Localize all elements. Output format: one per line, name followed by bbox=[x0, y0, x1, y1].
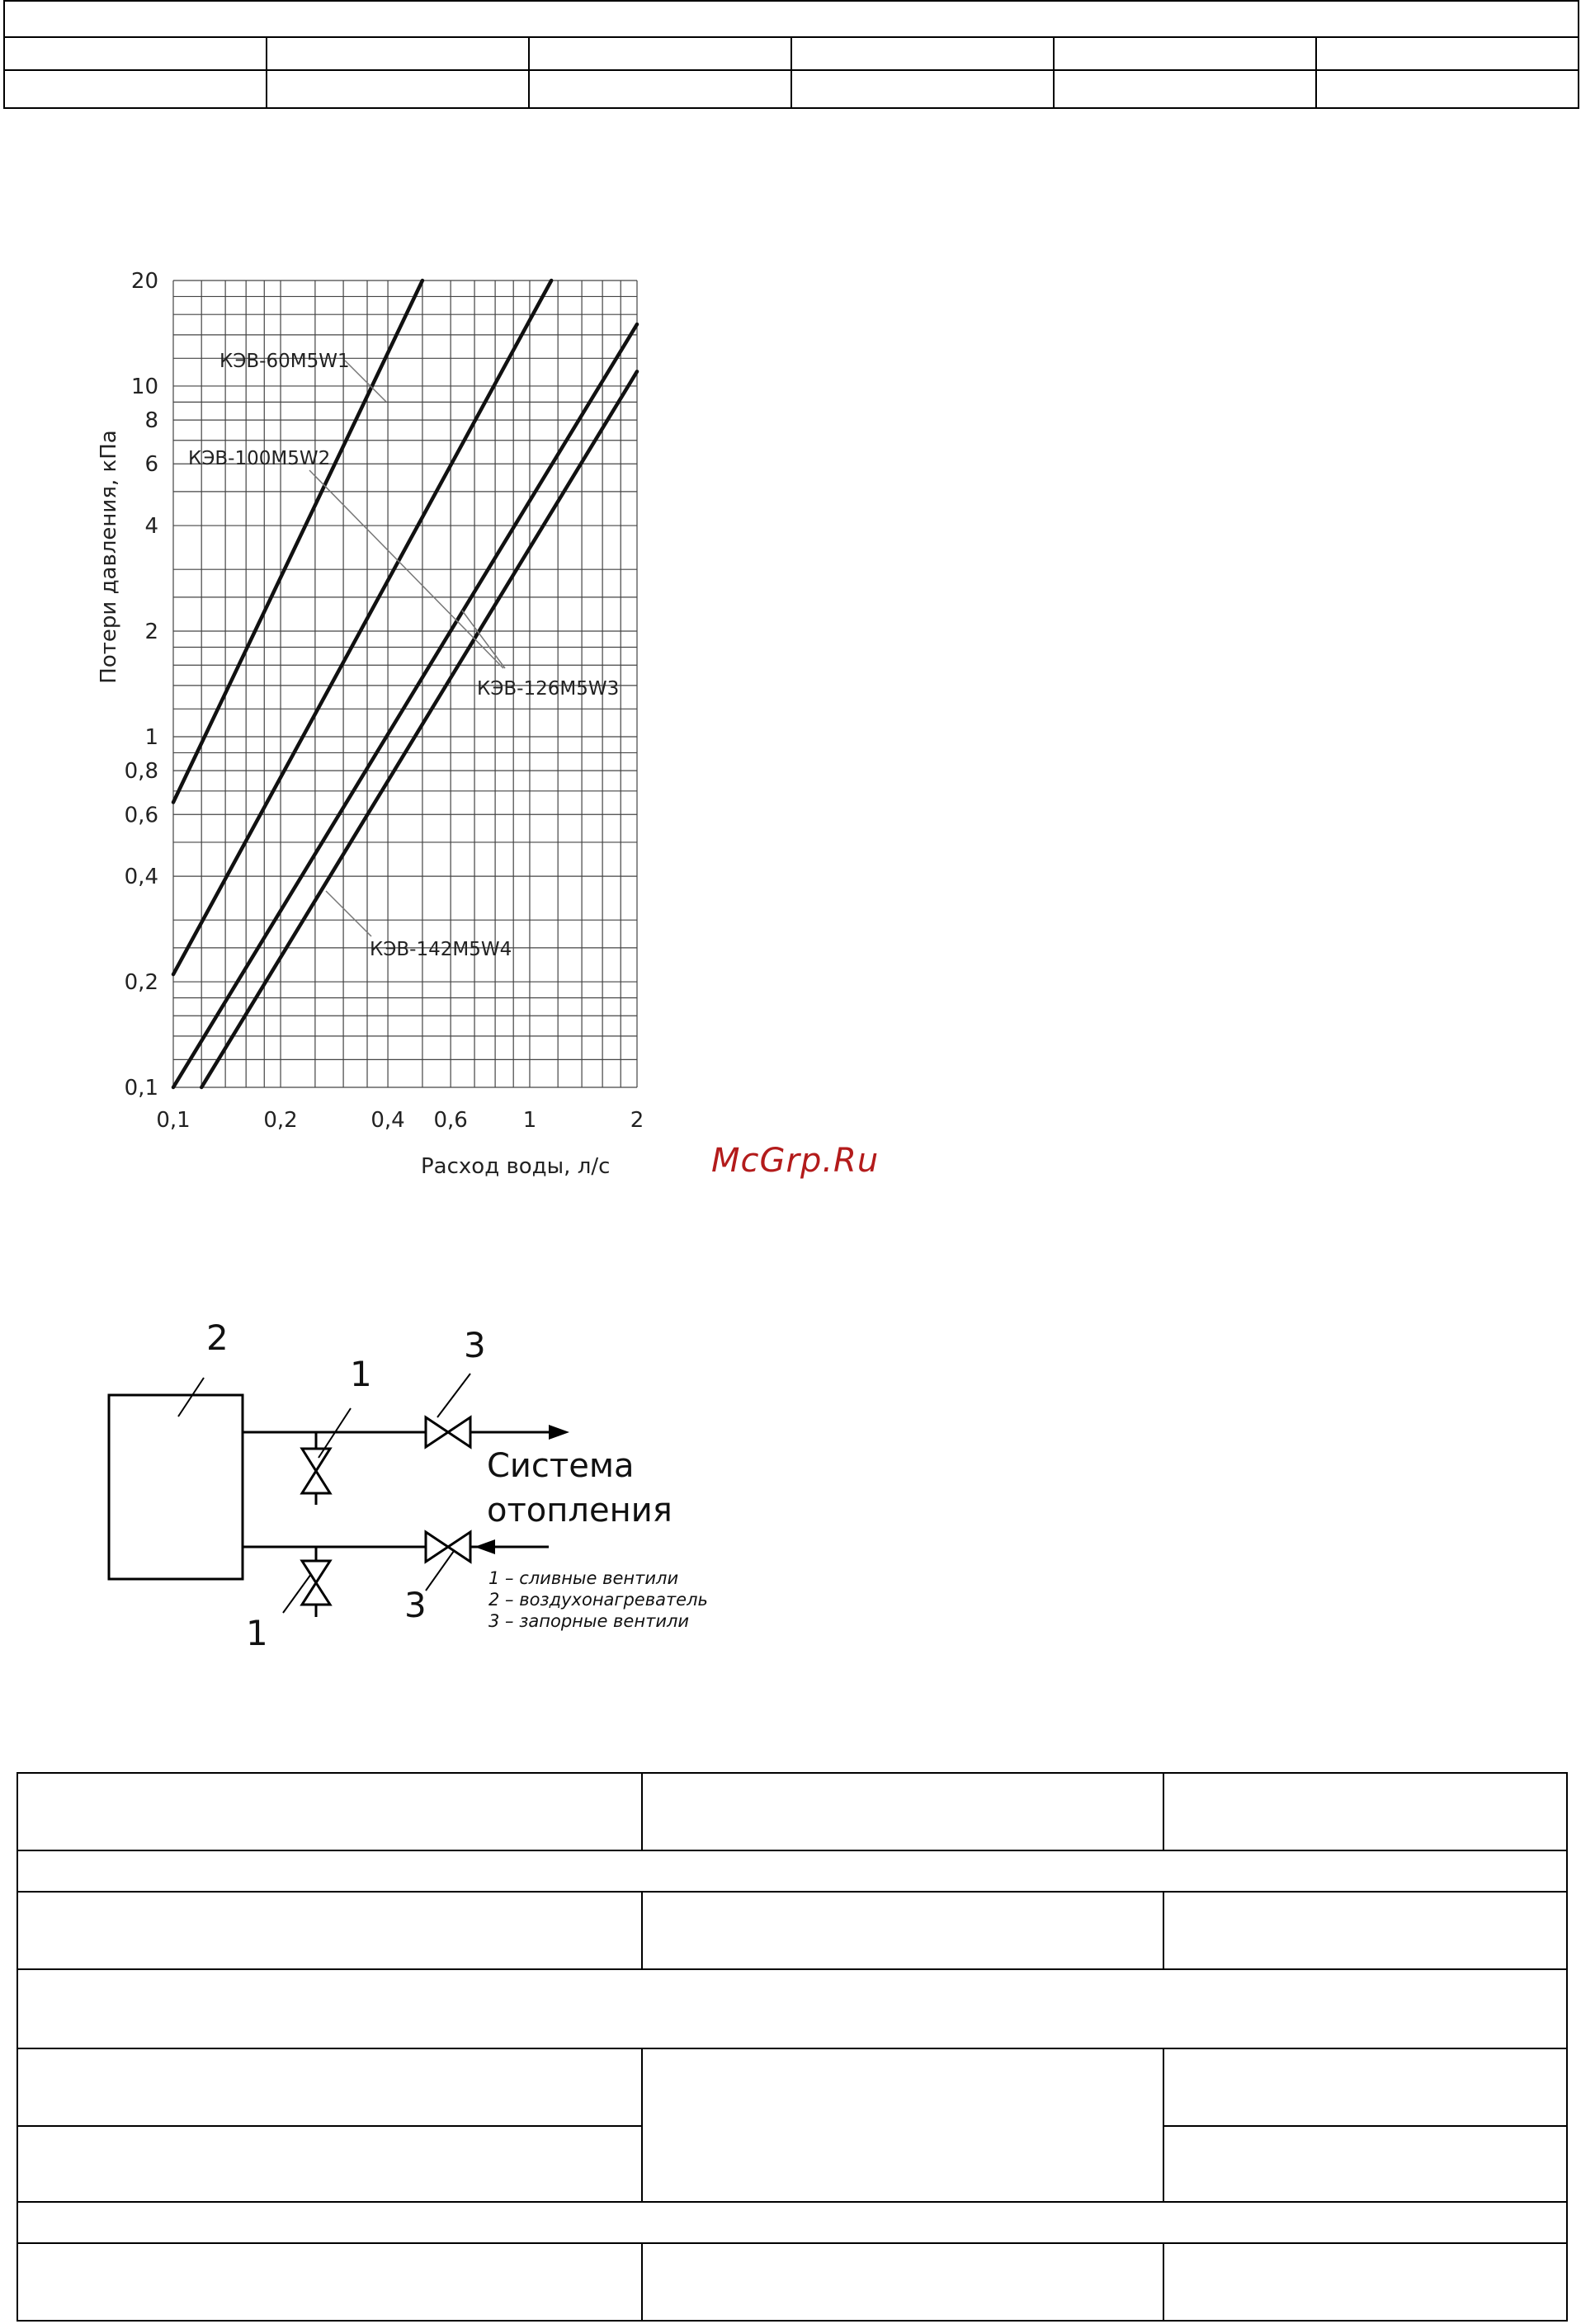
y-tick-label: 0,6 bbox=[124, 803, 158, 828]
bottom-table-section-row bbox=[17, 1969, 1567, 2048]
leader-line bbox=[462, 610, 505, 668]
label-number-1-bottom: 1 bbox=[246, 1613, 268, 1650]
top-table-cell bbox=[1316, 70, 1579, 108]
leader-line bbox=[178, 1378, 204, 1417]
arrow-out-icon bbox=[549, 1425, 569, 1440]
x-tick-label: 0,4 bbox=[370, 1108, 405, 1133]
label-number-1-top: 1 bbox=[350, 1354, 372, 1394]
top-table-cell bbox=[529, 37, 791, 70]
bottom-table-cell bbox=[17, 1892, 642, 1969]
top-table-cell bbox=[1316, 37, 1579, 70]
y-tick-label: 0,4 bbox=[124, 865, 158, 890]
series-line-4 bbox=[201, 371, 637, 1087]
bottom-table-cell bbox=[17, 2126, 642, 2202]
y-tick-label: 6 bbox=[144, 452, 158, 478]
y-tick-label: 1 bbox=[144, 724, 158, 750]
bottom-table-cell bbox=[1163, 2048, 1567, 2126]
y-tick-label: 20 bbox=[130, 269, 158, 294]
drain-valve-icon bbox=[302, 1449, 330, 1493]
legend-item-1: 1 – сливные вентили bbox=[488, 1568, 679, 1588]
bottom-table-cell bbox=[642, 1773, 1163, 1850]
label-number-3-top: 3 bbox=[464, 1325, 486, 1365]
label-number-3-bottom: 3 bbox=[404, 1585, 427, 1625]
top-table-cell bbox=[4, 37, 267, 70]
top-table-cell bbox=[4, 70, 267, 108]
series-line-2 bbox=[173, 280, 551, 974]
leader-line bbox=[326, 891, 371, 936]
leader-line bbox=[426, 1551, 454, 1591]
bottom-table-section-row bbox=[17, 2202, 1567, 2243]
bottom-table-cell bbox=[1163, 1773, 1567, 1850]
series-label-2: КЭВ-100M5W2 bbox=[188, 448, 331, 469]
x-tick-label: 0,6 bbox=[433, 1108, 468, 1133]
legend-item-2: 2 – воздухонагреватель bbox=[488, 1590, 708, 1610]
bottom-table-cell bbox=[642, 1892, 1163, 1969]
heating-system-label-line1: Система bbox=[487, 1447, 635, 1485]
x-tick-label: 1 bbox=[522, 1108, 537, 1133]
top-table-cell bbox=[1054, 37, 1316, 70]
connection-scheme bbox=[0, 1303, 743, 1650]
top-table-cell bbox=[267, 70, 529, 108]
bottom-table-cell bbox=[642, 2243, 1163, 2321]
pressure-loss-chart bbox=[0, 231, 908, 1204]
shutoff-valve-icon bbox=[426, 1417, 470, 1447]
bottom-table-section-row bbox=[17, 1850, 1567, 1892]
top-table-cell bbox=[267, 37, 529, 70]
air-heater-box bbox=[109, 1395, 243, 1579]
x-tick-label: 0,2 bbox=[263, 1108, 298, 1133]
y-axis-label: Потери давления, кПа bbox=[97, 430, 121, 684]
bottom-table bbox=[17, 1772, 1568, 2322]
shutoff-valve-icon bbox=[426, 1532, 470, 1562]
x-axis-label: Расход воды, л/с bbox=[421, 1154, 611, 1179]
series-line-3 bbox=[173, 324, 637, 1087]
y-tick-label: 2 bbox=[144, 620, 158, 645]
bottom-table-cell bbox=[1163, 1892, 1567, 1969]
leader-line bbox=[283, 1574, 311, 1613]
legend-item-3: 3 – запорные вентили bbox=[488, 1611, 690, 1631]
arrow-in-icon bbox=[474, 1539, 495, 1554]
top-table-cell bbox=[791, 70, 1054, 108]
top-table-header-cell bbox=[4, 1, 1579, 37]
top-table-cell bbox=[1054, 70, 1316, 108]
y-tick-label: 8 bbox=[144, 408, 158, 434]
x-tick-label: 0,1 bbox=[156, 1108, 191, 1133]
bottom-table-cell bbox=[17, 2243, 642, 2321]
x-tick-label: 2 bbox=[630, 1108, 644, 1133]
x-axis-ticks bbox=[156, 1108, 644, 1133]
y-tick-label: 0,8 bbox=[124, 759, 158, 785]
drain-valve-icon bbox=[302, 1561, 330, 1605]
y-tick-label: 4 bbox=[144, 514, 158, 540]
heating-system-label-line2: отопления bbox=[487, 1492, 673, 1530]
top-table-cell bbox=[791, 37, 1054, 70]
series-label-1: КЭВ-60M5W1 bbox=[219, 351, 350, 372]
watermark: McGrp.Ru bbox=[711, 1142, 880, 1180]
label-number-2: 2 bbox=[206, 1318, 229, 1358]
series-label-3: КЭВ-126M5W3 bbox=[477, 678, 620, 700]
y-tick-label: 10 bbox=[130, 374, 158, 399]
bottom-table-cell bbox=[1163, 2243, 1567, 2321]
bottom-table-cell bbox=[17, 1773, 642, 1850]
bottom-table-cell bbox=[17, 2048, 642, 2126]
y-tick-label: 0,2 bbox=[124, 970, 158, 996]
y-tick-label: 0,1 bbox=[124, 1076, 158, 1101]
y-axis-ticks bbox=[125, 269, 158, 1101]
series-label-4: КЭВ-142M5W4 bbox=[370, 939, 512, 960]
top-table bbox=[3, 0, 1579, 109]
leader-line bbox=[437, 1374, 470, 1417]
bottom-table-cell bbox=[1163, 2126, 1567, 2202]
bottom-table-merged-cell bbox=[642, 2048, 1163, 2202]
top-table-cell bbox=[529, 70, 791, 108]
